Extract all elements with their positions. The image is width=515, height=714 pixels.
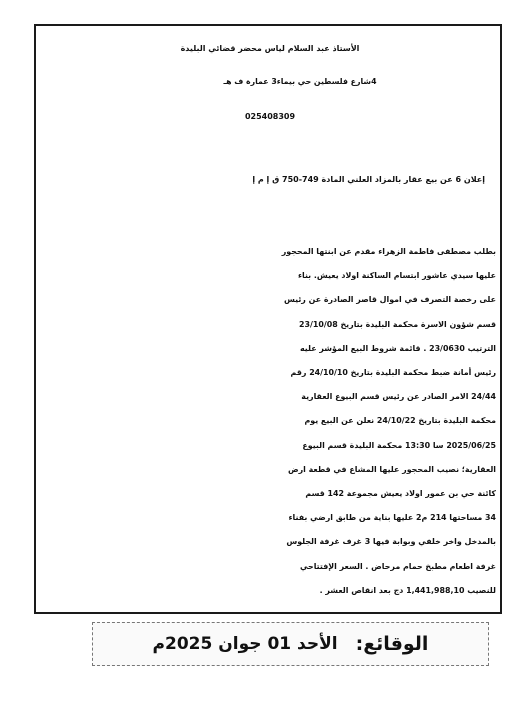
bailiff-address: 4شارع فلسطين حي بيماء3 عمارة ف هـ [223, 77, 377, 86]
bailiff-name: الأستاذ عبد السلام لياس محضر قضائي البليدة [180, 44, 360, 53]
body-line: 24/44 الامر الصادر عن رئيس قسم البيوع العقارية [301, 392, 496, 402]
body-line: على رخصة التصرف في اموال قاصر الصادرة عن رئيس [283, 295, 496, 305]
body-line: كائنة حي بن عمور اولاد يعيش مجموعة 142 قسم [305, 489, 496, 499]
body-line: للنصيب 1,441,988,10 دج بعد انقاص العشر . [319, 585, 496, 595]
body-line: محكمة البليدة بتاريخ 24/10/22 نعلن عن البيع يوم [304, 416, 496, 426]
publication-footer [92, 622, 489, 666]
notice-body [40, 240, 496, 603]
bailiff-phone: 025408309 [244, 112, 296, 121]
body-line: رئيس أمانة ضبط محكمة البليدة بتاريخ 24/10/10 رقم [290, 368, 496, 378]
body-line: عليها سيدي عاشور ابتسام الساكنة اولاد يعيش. بناء [297, 271, 496, 281]
announcement-title: إعلان 6 عن بيع عقار بالمزاد العلني المادة 749-750 ق إ م إ [252, 175, 485, 184]
body-line: 34 مساحتها 214 م2 عليها بناية من طابق ارضي بفناء [288, 513, 496, 523]
body-line: 2025/06/25 سا 13:30 محكمة البليدة قسم البيوع [302, 440, 496, 450]
notice-header [40, 34, 500, 134]
body-line: الترتيب 23/0630 . قائمة شروط البيع المؤشر عليه [299, 343, 496, 353]
body-line: بالمدخل واخر خلفي وبوابة فيها 3 غرف غرفة الجلوس [286, 537, 496, 547]
body-line: قسم شؤون الاسرة محكمة البليدة بتاريخ 23/10/08 [299, 319, 496, 329]
publication-date: الأحد 01 جوان 2025م [152, 634, 338, 654]
newspaper-name: الوقائع: [355, 633, 429, 655]
body-line: غرفة اطعام مطبخ حمام مرحاض . السعر الإفتتاحي [300, 561, 496, 571]
body-line: العقارية؛ نصيب المحجور عليها المشاع في قطعة ارض [287, 464, 496, 474]
body-line: بطلب مصطفى فاطمة الزهراء مقدم عن ابنتها المحجور [281, 247, 496, 256]
